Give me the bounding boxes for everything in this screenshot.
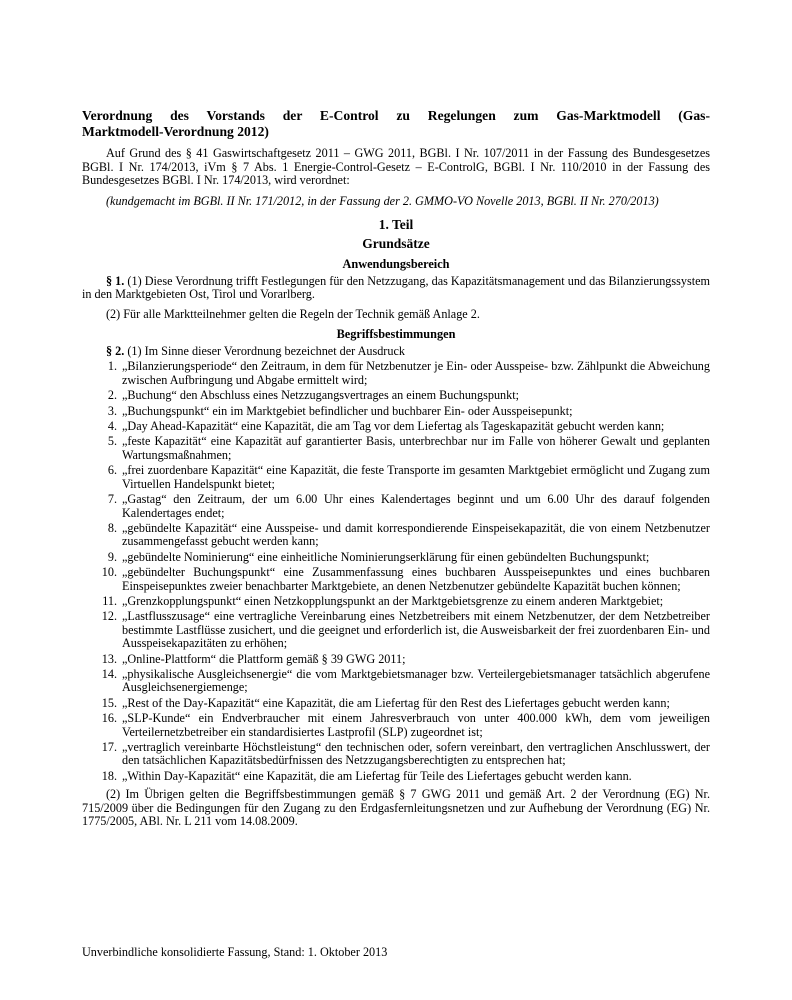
list-item-text: „Rest of the Day-Kapazität“ eine Kapazität, die am Liefertag für den Rest des Liefertages gebucht werden kann; <box>122 695 670 710</box>
list-item-number: 13. <box>101 651 117 666</box>
list-item-text: „Bilanzierungsperiode“ den Zeitraum, in dem für Netzbenutzer je Ein- oder Ausspeise- bzw. Zählpunkt die Abweichung zwischen Aufbringung und Abgabe ermittelt wird; <box>122 359 710 387</box>
list-item-text: „SLP-Kunde“ ein Endverbraucher mit einem Jahresverbrauch von unter 400.000 kWh, dem vom jeweiligen Verteilernetzbetreiber ein standardisiertes Lastprofil (SLP) zugeordnet ist; <box>122 711 710 739</box>
list-item-text: „feste Kapazität“ eine Kapazität auf garantierter Basis, unterbrechbar nur im Falle von höherer Gewalt und geplanten Wartungsmaßnahmen; <box>122 434 710 462</box>
list-item-number: 18. <box>101 768 117 783</box>
list-item-number: 3. <box>107 403 117 418</box>
paragraph-2-2: (2) Im Übrigen gelten die Begriffsbestimmungen gemäß § 7 GWG 2011 und gemäß Art. 2 der Verordnung (EG) Nr. 715/2009 über die Bedingungen für den Zugang zu den Erdgasfernleitungsnetzen und zur Aufhebung der Verordnung (EG) Nr. 1775/2005, ABl. Nr. L 211 vom 14.08.2009. <box>82 787 710 829</box>
footer-note: Unverbindliche konsolidierte Fassung, Stand: 1. Oktober 2013 <box>82 945 388 959</box>
paragraph-2-1 <box>82 345 710 358</box>
list-item <box>82 566 710 593</box>
list-item-text: „Buchung“ den Abschluss eines Netzzugangsvertrages an einem Buchungspunkt; <box>122 388 520 403</box>
list-item <box>82 405 710 418</box>
list-item-text: „Within Day-Kapazität“ eine Kapazität, die am Liefertag für Teile des Liefertages gebucht werden kann. <box>122 768 632 783</box>
list-item <box>82 697 710 710</box>
list-item <box>82 435 710 462</box>
list-item <box>82 653 710 666</box>
list-item <box>82 389 710 402</box>
paragraph-1-1-text: (1) Diese Verordnung trifft Festlegungen für den Netzzugang, das Kapazitätsmanagement und das Bilanzierungssystem in den Marktgebieten Ost, Tirol und Vorarlberg. <box>82 273 710 302</box>
section-heading-anwendungsbereich: Anwendungsbereich <box>342 256 450 271</box>
list-item-text: „gebündelte Nominierung“ eine einheitliche Nominierungserklärung für einen gebündelten Buchungspunkt; <box>122 549 650 564</box>
list-item <box>82 493 710 520</box>
definitions-list <box>82 360 710 783</box>
list-item-text: „frei zuordenbare Kapazität“ eine Kapazität, die feste Transporte im gesamten Marktgebiet ermöglicht und Zugang zum Virtuellen Handelspunkt bietet; <box>122 463 710 491</box>
list-item-number: 4. <box>107 419 117 434</box>
list-item-text: „Buchungspunkt“ ein im Marktgebiet befindlicher und buchbarer Ein- oder Ausspeisepunkt; <box>122 403 573 418</box>
list-item-number: 16. <box>101 711 117 726</box>
list-item-number: 9. <box>107 549 117 564</box>
list-item-number: 6. <box>107 463 117 478</box>
list-item <box>82 610 710 650</box>
paragraph-2-1-text: (1) Im Sinne dieser Verordnung bezeichnet der Ausdruck <box>127 344 405 359</box>
list-item <box>82 668 710 695</box>
paragraph-1-2: (2) Für alle Marktteilnehmer gelten die Regeln der Technik gemäß Anlage 2. <box>106 306 480 321</box>
list-item-number: 17. <box>101 740 117 754</box>
list-item-number: 14. <box>101 666 117 681</box>
list-item <box>82 420 710 433</box>
list-item-number: 1. <box>107 359 117 374</box>
list-item-text: „gebündelter Buchungspunkt“ eine Zusammenfassung eines buchbaren Ausspeisepunktes und eines buchbaren Einspeisepunktes zweier benachbarter Marktgebiete, an denen Netzbenutzer gebündelte Kapazität buchen können; <box>122 565 710 593</box>
list-item-number: 12. <box>101 609 117 624</box>
part-heading: 1. Teil <box>378 216 414 232</box>
list-item <box>82 770 710 783</box>
list-item <box>82 464 710 491</box>
list-item-text: „Day Ahead-Kapazität“ eine Kapazität, die am Tag vor dem Liefertag als Tageskapazität gebucht werden kann; <box>122 419 665 434</box>
list-item-text: „Online-Plattform“ die Plattform gemäß § 39 GWG 2011; <box>122 651 406 666</box>
list-item-text: „Gastag“ den Zeitraum, der um 6.00 Uhr eines Kalendertages beginnt und um 6.00 Uhr des darauf folgenden Kalendertages endet; <box>122 492 710 520</box>
list-item-number: 10. <box>101 565 117 580</box>
document-title-line-1: Verordnung des Vorstands der E-Control zu Regelungen zum Gas-Marktmodell (Gas- <box>82 108 710 123</box>
list-item-text: „Grenzkopplungspunkt“ einen Netzkopplungspunkt an der Marktgebietsgrenze zu einem anderen Marktgebiet; <box>122 593 664 608</box>
list-item <box>82 522 710 549</box>
section-2-ref: § 2. <box>106 344 125 359</box>
list-item <box>82 595 710 608</box>
section-heading-begriffsbestimmungen: Begriffsbestimmungen <box>336 327 456 342</box>
list-item-number: 11. <box>102 593 117 608</box>
list-item-text: „physikalische Ausgleichsenergie“ die vom Marktgebietsmanager bzw. Verteilergebietsmanager tatsächlich abgerufene Ausgleichsenergiemenge; <box>122 666 710 695</box>
list-item-number: 8. <box>107 520 117 535</box>
list-item-number: 5. <box>107 434 117 449</box>
list-item <box>82 712 710 739</box>
paragraph-1-1 <box>82 275 710 302</box>
document-title-line-2: Marktmodell-Verordnung 2012) <box>82 123 269 139</box>
list-item-number: 15. <box>101 695 117 710</box>
list-item-text: „Lastflusszusage“ eine vertragliche Vereinbarung eines Netzbetreibers mit einem Netzbenutzer, der dem Netzbetreiber bestimmte Lastflüsse zusichert, und die geeignet und erforderlich ist, die Ausweisbarkeit der frei zuordenbaren Ein- und Ausspeisekapazitäten zu erhöhen; <box>122 609 710 651</box>
list-item-text: „gebündelte Kapazität“ eine Ausspeise- und damit korrespondierende Einspeisekapazität, die von einem Netzbenutzer zusammengefasst gebucht werden kann; <box>122 520 710 549</box>
list-item-number: 2. <box>107 388 117 403</box>
part-title: Grundsätze <box>362 236 430 252</box>
document-title <box>82 108 710 139</box>
promulgation-note: (kundgemacht im BGBl. II Nr. 171/2012, in der Fassung der 2. GMMO-VO Novelle 2013, BGBl. II Nr. 270/2013) <box>106 194 659 209</box>
preamble-paragraph: Auf Grund des § 41 Gaswirtschaftgesetz 2011 – GWG 2011, BGBl. I Nr. 107/2011 in der Fassung des Bundesgesetzes BGBl. I Nr. 174/2013, iVm § 7 Abs. 1 Energie-Control-Gesetz – E-ControlG, BGBl. I Nr. 110/2010 in der Fassung des Bundesgesetzes BGBl. I Nr. 174/2013, wird verordnet: <box>82 146 710 187</box>
list-item <box>82 551 710 564</box>
list-item <box>82 360 710 387</box>
section-1-ref: § 1. <box>106 273 125 288</box>
list-item <box>82 741 710 768</box>
list-item-number: 7. <box>107 492 117 507</box>
list-item-text: „vertraglich vereinbarte Höchstleistung“ den technischen oder, sofern vereinbart, den vertraglichen Anschlusswert, der den tatsächlichen Kapazitätsbedürfnissen des Netzzugangsberechtigten zu entsprechen hat; <box>122 740 710 768</box>
